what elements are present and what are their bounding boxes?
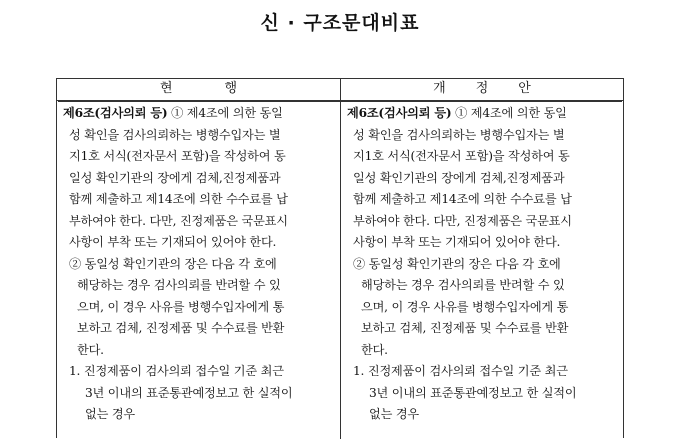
current-line: 일성 확인기관의 장에게 검체,진정제품과 — [69, 170, 281, 185]
current-line: 없는 경우 — [85, 407, 135, 421]
current-line: 한다. — [77, 342, 104, 357]
current-line: ② 동일성 확인기관의 장은 다음 각 호에 — [69, 256, 277, 271]
amendment-text-column — [347, 103, 619, 426]
current-line: 사항이 부착 또는 기재되어 있어야 한다. — [69, 235, 277, 249]
header-current-char-2: 행 — [224, 81, 238, 96]
amendment-line: ② 동일성 확인기관의 장은 다음 각 호에 — [353, 256, 561, 271]
current-line: 으며, 이 경우 사유를 병행수입자에게 통 — [77, 299, 285, 314]
document-title: 신 · 구조문대비표 — [260, 12, 420, 34]
amendment-line: 성 확인을 검사의뢰하는 병행수입자는 별 — [353, 127, 565, 142]
current-line: 해당하는 경우 검사의뢰를 반려할 수 있 — [77, 278, 281, 292]
current-text-column — [63, 103, 335, 426]
column-divider — [340, 79, 341, 439]
amendment-line: 없는 경우 — [369, 407, 419, 421]
amendment-line: 3년 이내의 표준통관예정보고 한 실적이 — [369, 385, 577, 400]
current-line: 성 확인을 검사의뢰하는 병행수입자는 별 — [69, 127, 281, 142]
current-line-1 — [63, 103, 335, 125]
header-amendment-char-3: 안 — [518, 81, 531, 96]
amendment-line: 한다. — [361, 342, 388, 357]
current-line: 지1호 서식(전자문서 포함)을 작성하여 동 — [69, 149, 286, 163]
current-line-text: ① 제4조에 의한 동일 — [167, 106, 283, 120]
amendment-line: 1. 진정제품이 검사의뢰 접수일 기준 최근 — [353, 364, 568, 378]
amendment-line-1 — [347, 103, 619, 125]
amendment-line: 보하고 검체, 진정제품 및 수수료를 반환 — [361, 321, 569, 335]
current-line: 보하고 검체, 진정제품 및 수수료를 반환 — [77, 321, 285, 335]
current-line: 3년 이내의 표준통관예정보고 한 실적이 — [85, 385, 293, 400]
amendment-line: 해당하는 경우 검사의뢰를 반려할 수 있 — [361, 278, 565, 292]
header-current — [57, 79, 340, 100]
amendment-line: 사항이 부착 또는 기재되어 있어야 한다. — [353, 235, 561, 249]
amendment-line: 부하여야 한다. 다만, 진정제품은 국문표시 — [353, 213, 572, 228]
current-line: 함께 제출하고 제14조에 의한 수수료를 납 — [69, 192, 288, 206]
header-amendment-char-2: 정 — [475, 81, 489, 96]
amendment-line: 함께 제출하고 제14조에 의한 수수료를 납 — [353, 192, 572, 206]
amendment-line: 으며, 이 경우 사유를 병행수입자에게 통 — [361, 299, 569, 314]
current-article-heading: 제6조(검사의뢰 등) — [63, 106, 168, 120]
amendment-line-text: ① 제4조에 의한 동일 — [451, 106, 567, 120]
current-line: 1. 진정제품이 검사의뢰 접수일 기준 최근 — [69, 364, 284, 378]
amendment-line: 지1호 서식(전자문서 포함)을 작성하여 동 — [353, 149, 570, 163]
header-amendment-char-1: 개 — [433, 81, 446, 96]
amendment-line: 일성 확인기관의 장에게 검체,진정제품과 — [353, 170, 565, 185]
header-current-char-1: 현 — [159, 81, 173, 96]
comparison-table — [56, 78, 624, 438]
current-line: 부하여야 한다. 다만, 진정제품은 국문표시 — [69, 213, 288, 228]
header-amendment — [341, 79, 623, 100]
amendment-article-heading: 제6조(검사의뢰 등) — [347, 106, 452, 120]
